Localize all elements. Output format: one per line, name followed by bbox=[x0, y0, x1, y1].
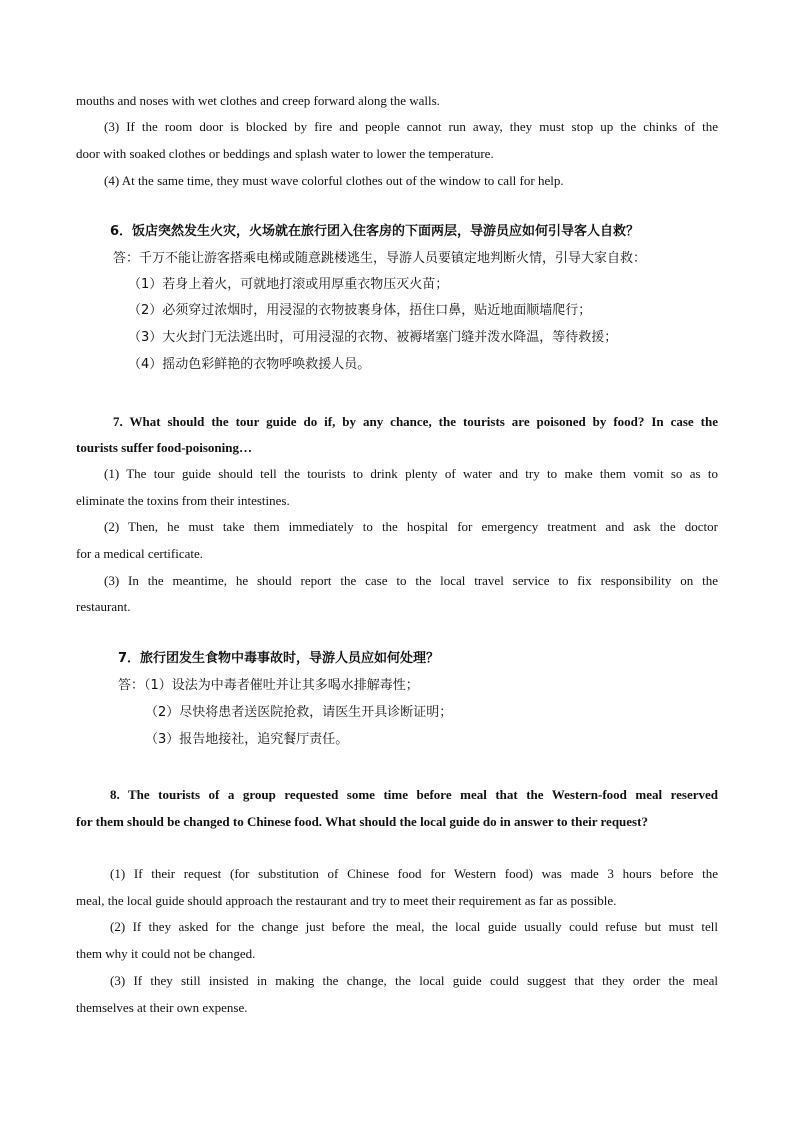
section5-item3-line2: door with soaked clothes or beddings and splash water to lower the temperature. bbox=[76, 146, 494, 161]
section8-question-line1: 8. The tourists of a group requested some time before meal that the Western-food meal reserved bbox=[110, 787, 718, 802]
section7-cn-item-3: （3）报告地接社，追究餐厅责任。 bbox=[145, 732, 349, 747]
section5-continuation: mouths and noses with wet clothes and creep forward along the walls. bbox=[76, 93, 440, 108]
section8-item2-line1: (2) If they asked for the change just before the meal, the local guide usually could refuse but must tell bbox=[110, 919, 718, 934]
section6-item-2: （2）必须穿过浓烟时，用浸湿的衣物披裹身体，捂住口鼻，贴近地面顺墙爬行； bbox=[128, 303, 592, 318]
section8-item1-line2: meal, the local guide should approach the restaurant and try to meet their requirement as far as possible. bbox=[76, 893, 617, 908]
section7-question-line2: tourists suffer food-poisoning… bbox=[76, 440, 253, 455]
section7-item2-line1: (2) Then, he must take them immediately to the hospital for emergency treatment and ask the doctor bbox=[104, 519, 718, 534]
section7-item3-line1: (3) In the meantime, he should report the case to the local travel service to fix responsibility on the bbox=[104, 573, 718, 588]
section7-item1-line2: eliminate the toxins from their intestines. bbox=[76, 493, 290, 508]
section8-item3-line1: (3) If they still insisted in making the change, the local guide could suggest that they order the meal bbox=[110, 973, 718, 988]
section6-item-4: （4）摇动色彩鲜艳的衣物呼唤救援人员。 bbox=[128, 357, 371, 372]
section8-question-line2: for them should be changed to Chinese food. What should the local guide do in answer to their request? bbox=[76, 814, 648, 829]
section7-cn-question: 7．旅行团发生食物中毒事故时，导游人员应如何处理？ bbox=[118, 651, 440, 666]
section5-item4: (4) At the same time, they must wave colorful clothes out of the window to call for help. bbox=[104, 173, 564, 188]
section7-item1-line1: (1) The tour guide should tell the tourists to drink plenty of water and try to make them vomit so as to bbox=[104, 466, 718, 481]
section6-question: 6．饭店突然发生火灾，火场就在旅行团入住客房的下面两层，导游员应如何引导客人自救？ bbox=[110, 224, 640, 239]
section7-cn-item-1: 答：（1）设法为中毒者催吐并让其多喝水排解毒性； bbox=[118, 678, 419, 693]
section8-item1-line1: (1) If their request (for substitution of Chinese food for Western food) was made 3 hours before the bbox=[110, 866, 718, 881]
section8-item2-line2: them why it could not be changed. bbox=[76, 946, 256, 961]
section6-item-1: （1）若身上着火，可就地打滚或用厚重衣物压灭火苗； bbox=[128, 277, 449, 292]
section8-item3-line2: themselves at their own expense. bbox=[76, 1000, 248, 1015]
section7-item3-line2: restaurant. bbox=[76, 599, 131, 614]
section7-item2-line2: for a medical certificate. bbox=[76, 546, 204, 561]
section7-question-line1: 7. What should the tour guide do if, by any chance, the tourists are poisoned by food? In case the bbox=[113, 414, 718, 429]
section5-item3-line1: (3) If the room door is blocked by fire and people cannot run away, they must stop up the chinks of the bbox=[104, 119, 718, 134]
section6-answer-intro: 答：千万不能让游客搭乘电梯或随意跳楼逃生，导游人员要镇定地判断火情，引导大家自救： bbox=[113, 251, 647, 266]
section7-cn-item-2: （2）尽快将患者送医院抢救，请医生开具诊断证明； bbox=[145, 705, 453, 720]
section6-item-3: （3）大火封门无法逃出时，可用浸湿的衣物、被褥堵塞门缝并泼水降温，等待救援； bbox=[128, 330, 618, 345]
